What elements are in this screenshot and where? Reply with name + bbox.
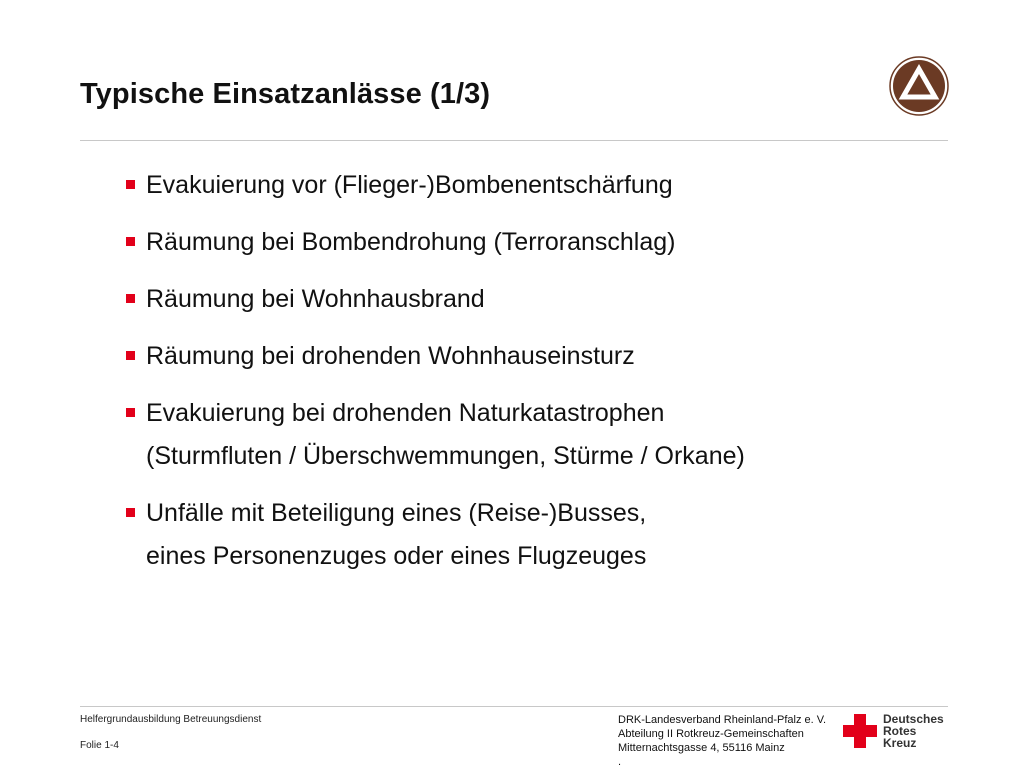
bullet-item [126,278,946,321]
footer-divider [80,706,948,707]
bullet-item [126,164,946,207]
square-bullet-icon [126,508,135,517]
square-bullet-icon [126,180,135,189]
bullet-item [126,392,946,478]
title-divider [80,140,948,141]
square-bullet-icon [126,294,135,303]
square-bullet-icon [126,408,135,417]
bullet-text: Räumung bei Bombendrohung (Terroranschlag) [146,228,676,256]
red-cross-icon [843,714,877,748]
bullet-text: Räumung bei drohenden Wohnhauseinsturz [146,342,635,370]
wordmark-line: Rotes [883,724,917,738]
footer-course-name: Helfergrundausbildung Betreuungsdienst [80,714,262,725]
square-bullet-icon [126,237,135,246]
wordmark-line: Deutsches [883,712,944,726]
wordmark-line: Kreuz [883,736,917,750]
bullet-text-continuation: eines Personenzuges oder eines Flugzeuges [146,542,647,570]
slide-title: Typische Einsatzanlässe (1/3) [80,78,491,110]
drk-wordmark [883,713,944,749]
address-line: Abteilung II Rotkreuz-Gemeinschaften [618,728,804,740]
bullet-item [126,492,946,578]
bullet-text: Unfälle mit Beteiligung eines (Reise-)Busses, [146,499,647,527]
bullet-item [126,221,946,264]
bullet-list [126,164,946,578]
bullet-text: Evakuierung vor (Flieger-)Bombenentschärfung [146,171,673,199]
footer-address [618,713,826,768]
bullet-text-continuation: (Sturmfluten / Überschwemmungen, Stürme / Orkane) [146,442,745,470]
address-line: DRK-Landesverband Rheinland-Pfalz e. V. [618,714,827,726]
bullet-text: Evakuierung bei drohenden Naturkatastrophen [146,399,665,427]
square-bullet-icon [126,351,135,360]
bullet-item [126,335,946,378]
triangle-emblem-icon [889,56,949,116]
bullet-text: Räumung bei Wohnhausbrand [146,285,485,313]
footer-slide-number: Folie 1-4 [80,740,119,751]
address-line: . [618,756,622,768]
address-line: Mitternachtsgasse 4, 55116 Mainz [618,742,785,754]
